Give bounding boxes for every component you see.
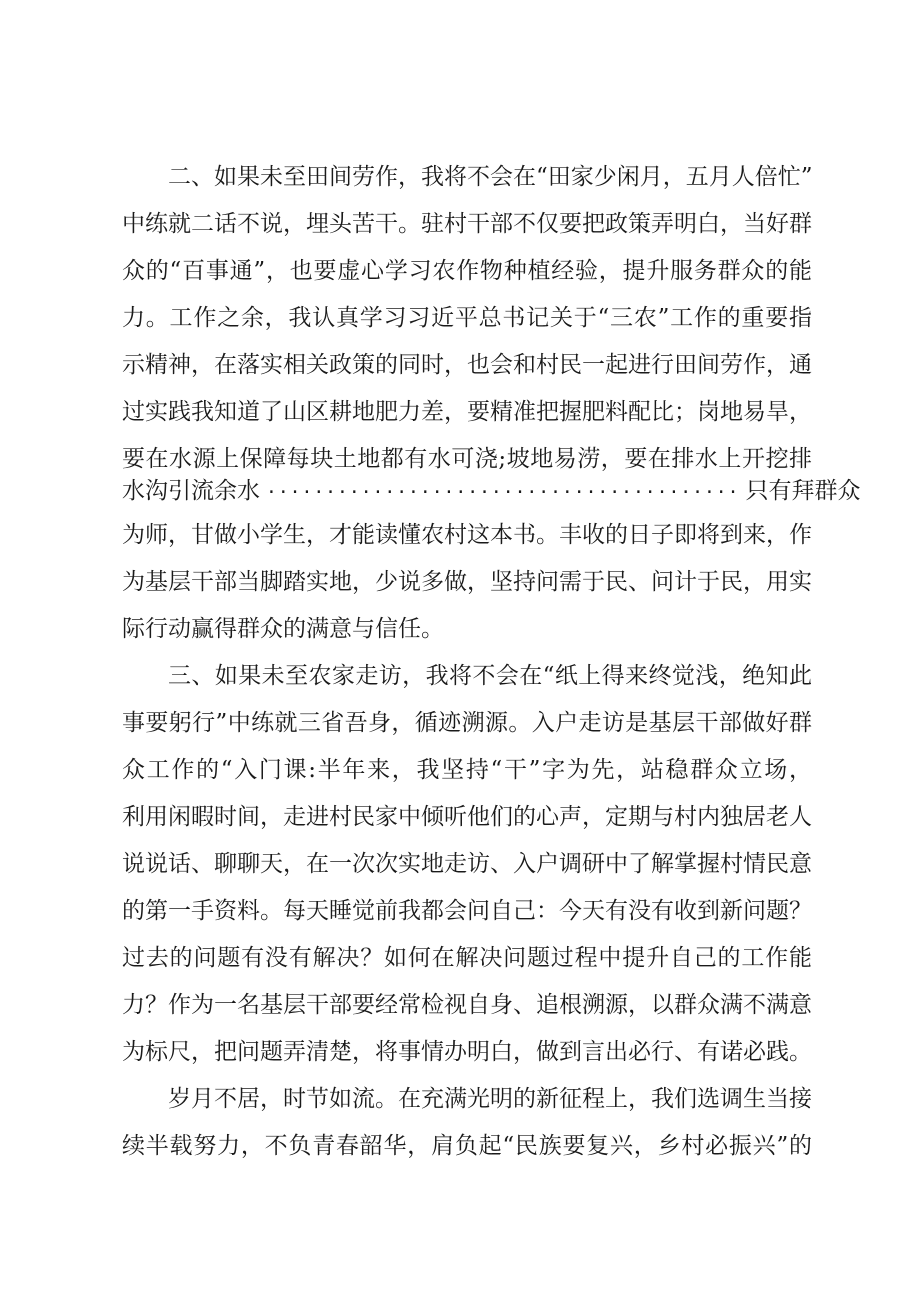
leader-dots: ........................................ bbox=[266, 477, 740, 498]
paragraph-2-line-5: 示精神，在落实相关政策的同时，也会和村民一起进行田间劳作，通 bbox=[122, 352, 812, 378]
paragraph-2-line-11: 际行动赢得群众的满意与信任。 bbox=[122, 616, 444, 642]
paragraph-3-line-4: 利用闲暇时间，走进村民家中倾听他们的心声，定期与村内独居老人 bbox=[122, 804, 812, 830]
paragraph-2-line-1: 二、如果未至田间劳作，我将不会在“田家少闲月，五月人倍忙” bbox=[168, 164, 813, 190]
paragraph-2-line-6: 过实践我知道了山区耕地肥力差，要精准把握肥料配比；岗地易旱， bbox=[122, 399, 812, 425]
paragraph-3-line-3: 众工作的“入门课:半年来，我坚持“干”字为先，站稳群众立场， bbox=[122, 757, 812, 783]
paragraph-3-line-9: 为标尺，把问题弄清楚，将事情办明白，做到言出必行、有诺必践。 bbox=[122, 1039, 812, 1065]
paragraph-3-line-7: 过去的问题有没有解决？如何在解决问题过程中提升自己的工作能 bbox=[122, 945, 812, 971]
paragraph-3-line-2: 事要躬行”中练就三省吾身，循迹溯源。入户走访是基层干部做好群 bbox=[122, 710, 812, 736]
paragraph-3-line-8: 力？作为一名基层干部要经常检视自身、追根溯源，以群众满不满意 bbox=[122, 992, 812, 1018]
paragraph-2-line-2: 中练就二话不说，埋头苦干。驻村干部不仅要把政策弄明白，当好群 bbox=[122, 211, 812, 237]
paragraph-4-line-2: 续半载努力，不负青春韶华，肩负起“民族要复兴，乡村必振兴”的 bbox=[122, 1133, 812, 1159]
paragraph-3-line-6: 的第一手资料。每天睡觉前我都会问自己：今天有没有收到新问题？ bbox=[122, 898, 812, 924]
paragraph-3-line-5: 说说话、聊聊天，在一次次实地走访、入户调研中了解掌握村情民意 bbox=[122, 851, 812, 877]
paragraph-2-line-3: 众的“百事通”，也要虚心学习农作物种植经验，提升服务群众的能 bbox=[122, 258, 812, 284]
paragraph-2-line-9: 为师，甘做小学生，才能读懂农村这本书。丰收的日子即将到来，作 bbox=[122, 522, 812, 548]
leader-line-start: 水沟引流余水 bbox=[122, 477, 260, 504]
paragraph-4-line-1: 岁月不居，时节如流。在充满光明的新征程上，我们选调生当接 bbox=[168, 1086, 812, 1112]
paragraph-2-leader-line bbox=[122, 465, 861, 511]
paragraph-2-line-4: 力。工作之余，我认真学习习近平总书记关于“三农”工作的重要指 bbox=[122, 305, 812, 331]
paragraph-2-line-7: 要在水源上保障每块土地都有水可浇;坡地易涝，要在排水上开挖排 bbox=[122, 446, 812, 472]
paragraph-2-line-10: 为基层干部当脚踏实地，少说多做，坚持问需于民、问计于民，用实 bbox=[122, 569, 812, 595]
leader-line-end: 只有拜群众 bbox=[745, 477, 861, 504]
paragraph-3-line-1: 三、如果未至农家走访，我将不会在“纸上得来终觉浅，绝知此 bbox=[168, 663, 812, 689]
